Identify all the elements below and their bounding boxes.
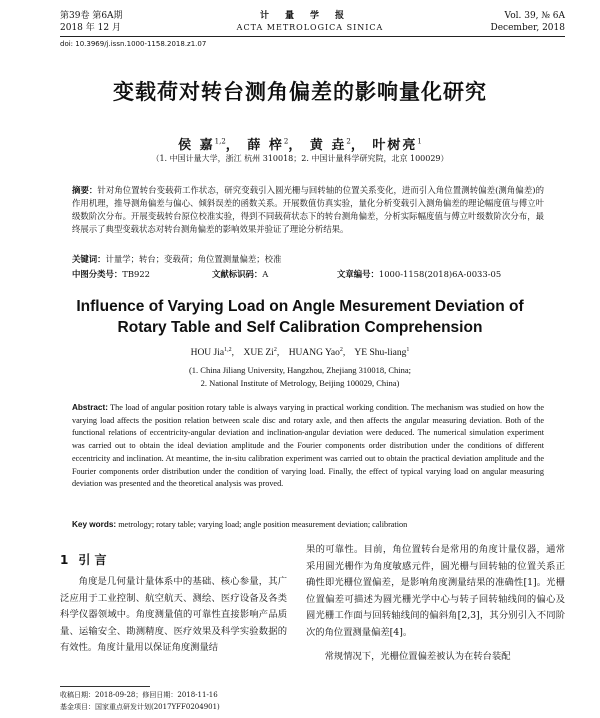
keywords-en: [72, 520, 544, 529]
article-value: 1000-1158(2018)6A-0033-05: [378, 269, 502, 279]
keywords-en-label: Key words:: [72, 520, 117, 529]
section-title: 引 言: [78, 553, 107, 567]
abstract-en: [72, 402, 544, 491]
author-sup: 1: [406, 347, 410, 353]
paragraph: 常规情况下，光栅位置偏差被认为在转台装配: [324, 651, 511, 662]
title-cn: 变载荷对转台测角偏差的影响量化研究: [113, 80, 487, 104]
abstract-cn-label: 摘要：: [72, 185, 98, 195]
author-sup: 1,2: [214, 137, 226, 146]
title-en-line1: Influence of Varying Load on Angle Mesurement Deviation of: [76, 298, 524, 315]
doi: doi: 10.3969/j.issn.1000-1158.2018.z1.07: [60, 40, 207, 48]
affiliation-en-1: (1. China Jiliang University, Hangzhou, Zhejiang 310018, China;: [188, 365, 412, 375]
author-en: XUE Zi: [243, 348, 274, 359]
abstract-en-label: Abstract:: [72, 403, 108, 412]
clc-value: TB922: [122, 269, 150, 279]
journal-name-cn: 计量学报: [259, 11, 360, 21]
author-sup: 2: [339, 347, 343, 353]
volume-issue-cn: 第39卷 第6A期: [60, 11, 123, 21]
article-number: [337, 268, 501, 280]
title-en: [0, 296, 600, 338]
section-number: 1: [60, 553, 69, 567]
body-column-left: [60, 548, 287, 657]
affiliation-cn: （1. 中国计量大学，浙江 杭州 310018；2. 中国计量科学研究院，北京 100029）: [151, 154, 449, 163]
header-center: [225, 10, 395, 34]
fund-info: 基金项目：国家重点研发计划(2017YFF0204901): [60, 703, 220, 711]
author-en: HUANG Yao: [288, 348, 340, 359]
author-sup: 1,2: [224, 347, 232, 353]
affiliation-en: [0, 364, 600, 390]
article-label: 文章编号：: [337, 269, 379, 279]
paragraph: 果的可靠性。目前，角位置转台是常用的角度计量仪器，通常采用圆光栅作为角度敏感元件，圆光栅与回转轴的位置关系正确性即光栅位置偏差，是影响角度测量结果的准确性[1]。光栅位置偏差可描述为圆光栅光学中心与转子回转轴线间的偏心及圆光栅工作面与回转轴线间的偏斜角[2,3]，其分别引入不同阶次的角位置测量偏差[4]。: [306, 544, 565, 638]
running-header: [60, 10, 565, 36]
volume-issue-en: Vol. 39, № 6A: [504, 11, 565, 21]
keywords-cn-label: 关键词：: [72, 254, 106, 264]
clc-label: 中图分类号：: [72, 269, 123, 279]
author-cn: 侯 嘉: [178, 138, 215, 153]
author-en: YE Shu-liang: [354, 348, 407, 359]
document-code: [212, 268, 268, 280]
paragraph: 角度是几何量计量体系中的基础、核心参量，其广泛应用于工业控制、航空航天、测绘、医疗设备及各类科学仪器领域中。角度测量值的可靠性直接影响产品质量、运输安全、勘测精度、医疗效果及科学实验数据的有效性。角度计量用以保证角度测量结: [60, 576, 287, 653]
author-cn: 叶树亮: [372, 138, 418, 153]
header-left: [60, 10, 123, 34]
classification-line: [72, 268, 544, 280]
keywords-cn-text: 计量学；转台；变载荷；角位置测量偏差；校准: [105, 254, 282, 264]
title-en-line2: Rotary Table and Self Calibration Comprehension: [117, 319, 483, 336]
abstract-cn: [72, 184, 544, 236]
author-sup: 2: [283, 137, 289, 146]
code-label: 文献标识码：: [212, 269, 263, 279]
author-cn: 薛 梓: [247, 138, 284, 153]
header-rule: [60, 36, 565, 37]
author-cn: 黄 垚: [309, 138, 347, 153]
abstract-cn-text: 针对角位置转台变载荷工作状态，研究变载引入圆光栅与回转轴的位置关系变化，进而引入角位置测转偏差(测角偏差)的作用机理，推导测角偏差与偏心、倾斜误差的函数关系。开展数值仿真实验，量化分析变载引入测角偏差的理论幅度值与傅立叶级数阶次分布。开展变载转台原位校准实验，得到不同载荷状态下的转台测角偏差，分析实际幅度值与傅立叶级数阶次分布，最终展示了典型变载状态对转台测角偏差的影响效果并验证了理论分析结果。: [72, 185, 545, 234]
footnotes: [60, 689, 565, 713]
affiliation-en-2: 2. National Institute of Metrology, Beijing 100029, China): [200, 378, 400, 388]
author-sup: 2: [346, 137, 351, 146]
date-en: December, 2018: [490, 23, 565, 33]
footnote-rule: [60, 686, 150, 687]
authors-cn: 侯 嘉$^{1,2}$， 薛 梓$^2$， 黄 垚$^2$， 叶树亮$^1$: [178, 137, 422, 153]
author-sup: 2: [273, 347, 277, 353]
author-en: HOU Jia: [190, 348, 225, 359]
keywords-en-text: metrology; rotary table; varying load; angle position measurement deviation; calibration: [118, 520, 408, 529]
date-cn: 2018 年 12 月: [60, 23, 121, 33]
received-date: 收稿日期：2018-09-28；修回日期：2018-11-16: [60, 691, 218, 699]
authors-en: HOU Jia$^{1,2}$, XUE Zi$^2$, HUANG Yao$^2$, YE Shu-liang$^1$: [190, 347, 410, 359]
author-sup: 1: [417, 137, 422, 146]
abstract-en-text: The load of angular position rotary table is always varying in practical working condition. The mechanism was studied on how the varying load affects the position relation between scale disc and rotary axle, and then affects the angular measuring deviation. Both of the functional relations of eccentricity-angular deviation and inclination-angular deviation were deduced. The numerical simulation experiment was carried out to obtain the ideal deviation amplitude and the Fourier components order distribution under the conditions of different eccentricity and inclination. At meantime, the in-situ calibration experiment was carried out to obtain the practical deviation amplitude and the Fourier components order distribution under the condition of varying load. Finally, the effect of typical varying load on angular measuring deviation was presented and the theoretical analysis was proved.: [72, 403, 544, 489]
journal-name-en: ACTA METROLOGICA SINICA: [236, 23, 384, 32]
header-right: [491, 10, 565, 34]
keywords-cn: [72, 253, 544, 265]
code-value: A: [262, 269, 269, 279]
clc-number: [72, 268, 150, 280]
body-column-right: [306, 542, 565, 666]
section-heading: [60, 548, 287, 572]
